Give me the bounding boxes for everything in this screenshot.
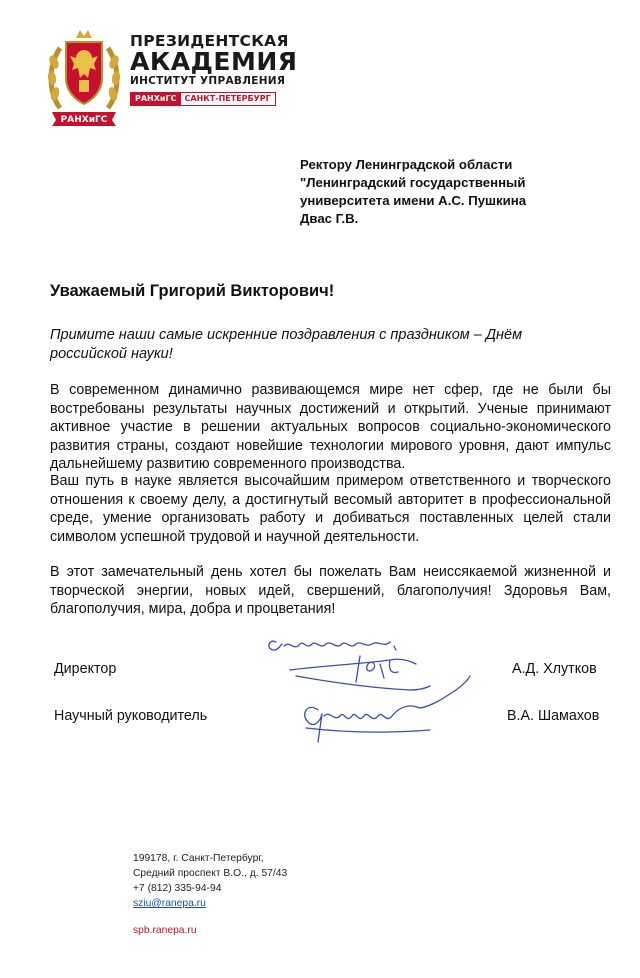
footer-phone: +7 (812) 335-94-94 <box>133 883 222 894</box>
logo-line-1: ПРЕЗИДЕНТСКАЯ <box>130 32 289 50</box>
logo-wordmark <box>130 33 298 106</box>
letter-paragraph: Ваш путь в науке является высочайшим примером ответственного и творческого отношения к своему делу, а достигнутый весомый авторитет в профессиональной среде, умение организовать работу и добиваться поставленных целей стали символом успешной трудовой и научной деятельности. <box>50 473 611 545</box>
signatory-name: В.А. Шамахов <box>507 708 600 724</box>
addressee-line: Двас Г.В. <box>300 211 359 226</box>
logo-line-3: ИНСТИТУТ УПРАВЛЕНИЯ <box>130 75 286 87</box>
signatory-title: Научный руководитель <box>54 708 208 724</box>
footer-address-line: 199178, г. Санкт-Петербург, <box>133 853 264 864</box>
footer-address-line: Средний проспект В.О., д. 57/43 <box>133 868 288 879</box>
handwritten-signatures <box>260 630 480 750</box>
academy-emblem-icon <box>46 28 122 126</box>
signatory-name: А.Д. Хлутков <box>512 661 597 677</box>
signatory-title: Директор <box>54 661 117 677</box>
emblem-ribbon-text: РАНХиГС <box>60 115 108 125</box>
logo-line-2: АКАДЕМИЯ <box>130 47 298 76</box>
letter-paragraph: В современном динамично развивающемся мире нет сфер, где не были бы востребованы результаты научных достижений и открытий. Ученые принимают активное участие в решении актуальных вопросов социально-экономического развития страны, создают новейшие технологии мирового уровня, дают импульс дальнейшему развитию современного производства. <box>50 382 611 472</box>
academy-logo <box>46 24 298 128</box>
letter-intro: Примите наши самые искренние поздравления с праздником – Днём российской науки! <box>50 327 523 362</box>
addressee-block <box>300 156 580 228</box>
addressee-line: университета имени А.С. Пушкина <box>300 193 527 208</box>
footer-email-link[interactable]: sziu@ranepa.ru <box>133 898 206 909</box>
logo-tag-right: САНКТ-ПЕТЕРБУРГ <box>181 93 275 105</box>
letter-greeting: Уважаемый Григорий Викторович! <box>50 282 335 300</box>
addressee-line: Ректору Ленинградской области <box>300 157 513 172</box>
letter-paragraph: В этот замечательный день хотел бы пожелать Вам неиссякаемой жизненной и творческой энергии, новых идей, свершений, благополучия! Здоровья Вам, благополучия, мира, добра и процветания! <box>50 564 611 617</box>
footer-website-link[interactable]: spb.ranepa.ru <box>133 925 197 936</box>
addressee-line: "Ленинградский государственный <box>300 175 526 190</box>
logo-tag-left: РАНХиГС <box>131 93 181 105</box>
letter-footer <box>133 851 287 938</box>
logo-tag <box>130 92 276 106</box>
